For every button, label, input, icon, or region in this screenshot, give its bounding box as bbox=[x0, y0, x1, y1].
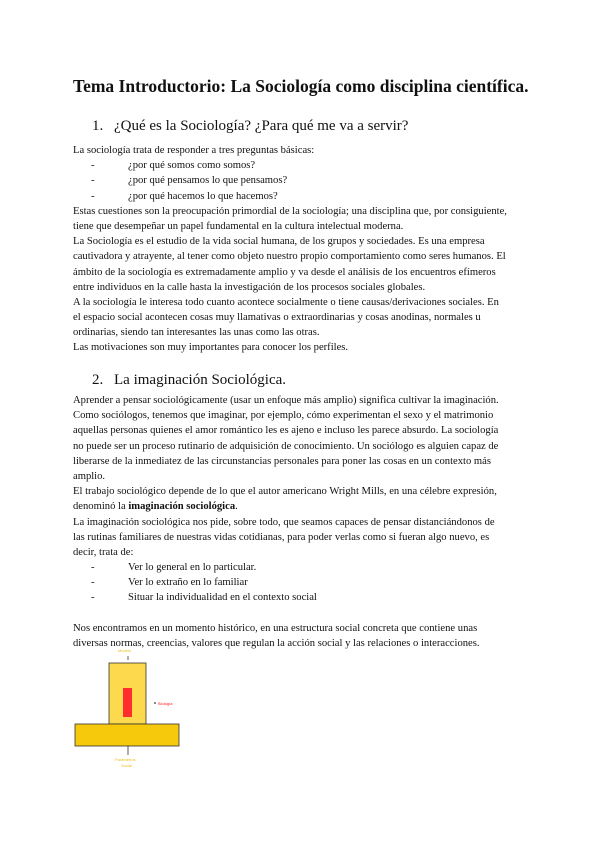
paragraph-line: tiene que desempeñar un papel fundamental en la cultura intelectual moderna. bbox=[73, 220, 404, 232]
bottom-label-1: Parámetros bbox=[115, 757, 136, 762]
paragraph-line: Como sociólogos, tenemos que imaginar, por ejemplo, cómo experimentan el sexo y el matrimonio bbox=[73, 410, 494, 422]
paragraph-line: liberarse de la inmediatez de las circunstancias personales para poner las cosas en un contexto más bbox=[73, 455, 491, 467]
paragraph-line: el espacio social acontecen cosas muy llamativas o extraordinarias y cosas anodinas, normales u bbox=[73, 312, 481, 324]
bullet-item: - ¿por qué somos como somos? bbox=[91, 160, 256, 172]
side-label: Biología bbox=[158, 701, 173, 706]
paragraph-line: amplio. bbox=[73, 470, 106, 482]
document-title: Tema Introductorio: La Sociología como disciplina científica. bbox=[73, 76, 529, 96]
bullet-item: - Situar la individualidad en el contexto social bbox=[91, 592, 317, 604]
side-pointer bbox=[154, 702, 156, 704]
paragraph-line: La Sociología es el estudio de la vida social humana, de los grupos y sociedades. Es una empresa bbox=[73, 236, 485, 248]
paragraph-line: denominó la imaginación sociológica. bbox=[73, 501, 238, 513]
paragraph-line: Nos encontramos en un momento histórico, en una estructura social concreta que contiene unas bbox=[73, 622, 478, 634]
paragraph-line: ámbito de la sociología es extremadamente amplio y va desde el análisis de los encuentros efímeros bbox=[73, 266, 496, 278]
bullet-item: - Ver lo general en lo particular. bbox=[91, 562, 257, 574]
paragraph-line: no puede ser un proceso rutinario de adquisición de conocimiento. Un sociólogo es alguien capaz de bbox=[73, 440, 499, 452]
paragraph-line: entre individuos en la calle hasta la investigación de los procesos sociales globales. bbox=[73, 281, 426, 293]
bottom-label-2: Social bbox=[121, 763, 132, 768]
paragraph-line: Estas cuestiones son la preocupación primordial de la sociología; una disciplina que, por consiguiente, bbox=[73, 205, 507, 217]
bullet-item: - Ver lo extraño en lo familiar bbox=[91, 577, 248, 589]
paragraph-line: La imaginación sociológica nos pide, sobre todo, que seamos capaces de pensar distanciándonos de bbox=[73, 516, 495, 528]
section-number: 1. bbox=[92, 118, 104, 134]
red-bar bbox=[123, 688, 132, 717]
section-number: 2. bbox=[92, 372, 104, 388]
bold-term: imaginación sociológica bbox=[128, 501, 236, 513]
paragraph-line: Aprender a pensar sociológicamente (usar un enfoque más amplio) significa cultivar la imaginación. bbox=[73, 395, 499, 406]
paragraph-line: ordinarias, siendo tan interesantes las unas como las otras. bbox=[73, 327, 320, 339]
bullet-item: - ¿por qué hacemos lo que hacemos? bbox=[91, 190, 278, 202]
paragraph-line: diversas normas, creencias, valores que regulan la acción social y las relaciones o interacciones. bbox=[73, 638, 480, 649]
base-block bbox=[75, 724, 179, 746]
paragraph-line: A la sociología le interesa todo cuanto acontece socialmente o tiene causas/derivaciones sociales. En bbox=[73, 296, 499, 308]
paragraph-line: El trabajo sociológico depende de lo que el autor americano Wright Mills, en una célebre expresión, bbox=[73, 486, 497, 498]
section-title: La imaginación Sociológica. bbox=[114, 372, 287, 388]
paragraph-line: decir, trata de: bbox=[73, 546, 134, 558]
section-title: ¿Qué es la Sociología? ¿Para qué me va a servir? bbox=[114, 118, 409, 134]
top-label: Modelo bbox=[118, 648, 132, 653]
paragraph-line: aquellas personas quienes el amor romántico les es ajeno e incluso les parece absurdo. La sociología bbox=[73, 425, 499, 437]
paragraph-line: cautivadora y atrayente, al tener como objeto nuestro propio comportamiento como seres humanos. El bbox=[73, 251, 506, 263]
bullet-item: - ¿por qué pensamos lo que pensamos? bbox=[91, 175, 288, 187]
paragraph-line: Las motivaciones son muy importantes para conocer los perfiles. bbox=[73, 342, 349, 354]
paragraph-line: La sociología trata de responder a tres preguntas básicas: bbox=[73, 145, 315, 156]
paragraph-line: las rutinas familiares de nuestras vidas cotidianas, para poder verlas como si fueran algo nuevo, es bbox=[73, 531, 490, 543]
